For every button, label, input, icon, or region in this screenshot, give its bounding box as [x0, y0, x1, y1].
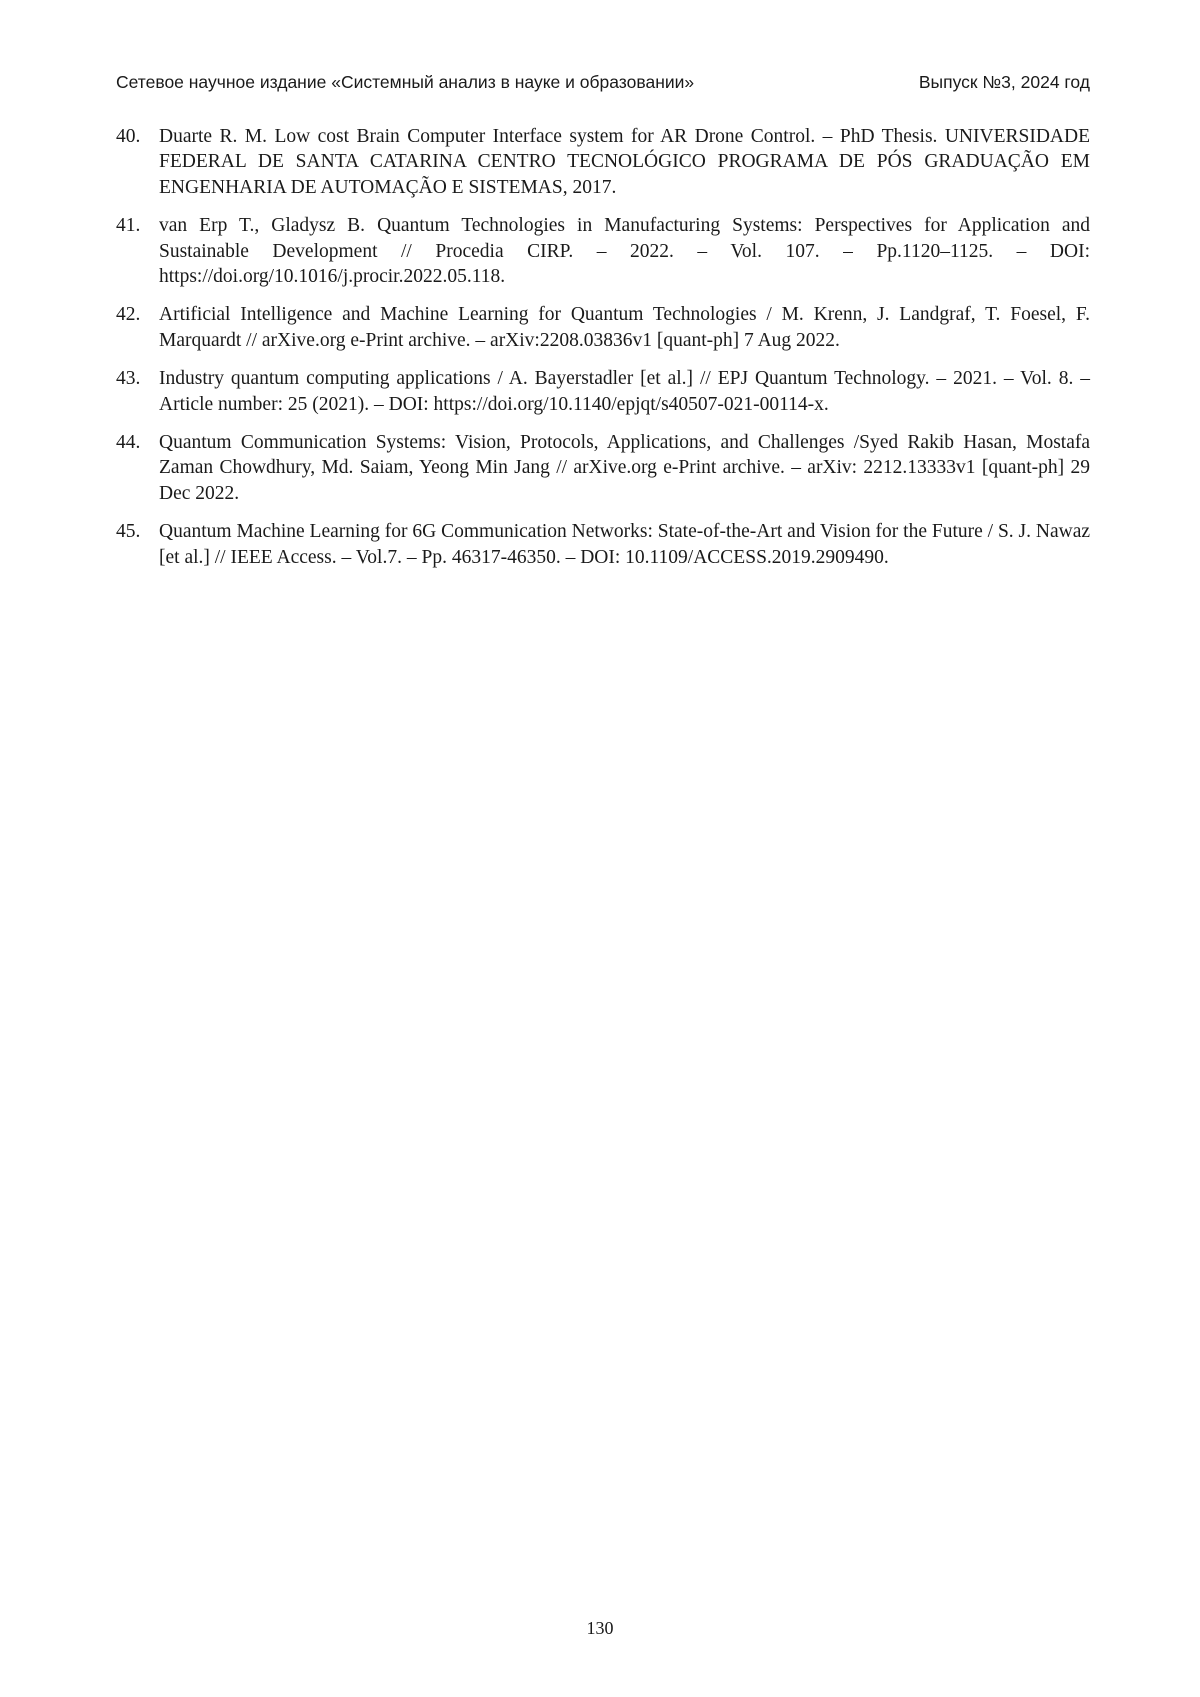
reference-item: [116, 366, 1090, 417]
reference-item: [116, 302, 1090, 353]
reference-item: [116, 213, 1090, 289]
reference-number: 44.: [116, 432, 141, 454]
reference-list: [116, 124, 1090, 583]
running-header: [116, 70, 1090, 94]
reference-text: Quantum Machine Learning for 6G Communication Networks: State-of-the-Art and Vision for the Future / S. J. Nawaz [et al.] // IEEE Access. – Vol.7. – Pp. 46317-46350. – DOI: 10.1109/ACCESS.2019.2909490.: [159, 521, 1091, 568]
reference-number: 43.: [116, 368, 141, 390]
reference-number: 40.: [116, 126, 141, 147]
reference-item: [116, 430, 1090, 506]
reference-item: [116, 519, 1090, 570]
reference-number: 42.: [116, 304, 141, 326]
page-number: 130: [586, 1618, 614, 1638]
reference-item: [116, 124, 1090, 200]
reference-text: van Erp T., Gladysz B. Quantum Technologies in Manufacturing Systems: Perspectives for Application and Sustainable Development // Procedia CIRP. – 2022. – Vol. 107. – Pp.1120–1125. – DOI: https://doi.org/10.1016/j.procir.2022.05.118.: [159, 215, 1090, 288]
reference-number: 45.: [116, 521, 141, 543]
issue-label: Выпуск №3, 2024 год: [918, 72, 1090, 92]
journal-title: Сетевое научное издание «Системный анализ в науке и образовании»: [116, 72, 695, 92]
reference-text: Duarte R. M. Low cost Brain Computer Interface system for AR Drone Control. – PhD Thesis. UNIVERSIDADE FEDERAL DE SANTA CATARINA CENTRO TECNOLÓGICO PROGRAMA DE PÓS GRADUAÇÃO EM ENGENHARIA DE AUTOMAÇÃO E SISTEMAS, 2017.: [159, 126, 1090, 198]
reference-text: Quantum Communication Systems: Vision, Protocols, Applications, and Challenges /Syed Rakib Hasan, Mostafa Zaman Chowdhury, Md. Saiam, Yeong Min Jang // arXive.org e-Print archive. – arXiv: 2212.13333v1 [quant-ph] 29 Dec 2022.: [159, 432, 1090, 504]
reference-number: 41.: [116, 215, 141, 237]
reference-text: Industry quantum computing applications / A. Bayerstadler [et al.] // EPJ Quantum Technology. – 2021. – Vol. 8. – Article number: 25 (2021). – DOI: https://doi.org/10.1140/epjqt/s40507-021-00114-x.: [159, 368, 1090, 415]
reference-text: Artificial Intelligence and Machine Learning for Quantum Technologies / M. Krenn, J. Landgraf, T. Foesel, F. Marquardt // arXive.org e-Print archive. – arXiv:2208.03836v1 [quant-ph] 7 Aug 2022.: [159, 304, 1090, 351]
